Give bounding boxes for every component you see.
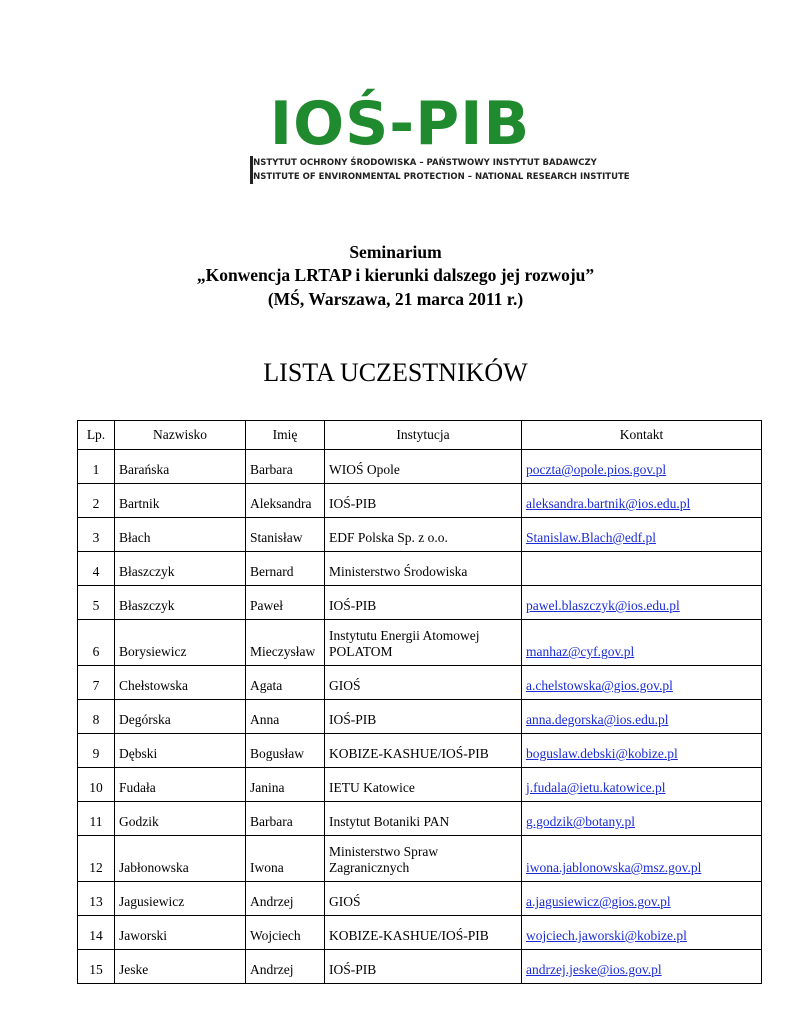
row-first-name: Barbara — [246, 802, 325, 836]
row-surname: Błach — [115, 518, 246, 552]
header-lp: Lp. — [78, 421, 115, 450]
row-institution: WIOŚ Opole — [325, 450, 522, 484]
table-row — [78, 450, 762, 484]
row-institution: Ministerstwo Spraw Zagranicznych — [325, 836, 522, 882]
row-contact — [522, 484, 762, 518]
email-link[interactable]: Stanislaw.Blach@edf.pl — [526, 530, 657, 545]
row-number: 1 — [78, 450, 115, 484]
table-row — [78, 950, 762, 984]
row-contact — [522, 882, 762, 916]
row-first-name: Agata — [246, 666, 325, 700]
page-title: LISTA UCZESTNIKÓW — [263, 358, 528, 387]
row-institution: IOŚ-PIB — [325, 484, 522, 518]
row-surname: Fudała — [115, 768, 246, 802]
row-contact — [522, 950, 762, 984]
row-institution: IETU Katowice — [325, 768, 522, 802]
row-institution: EDF Polska Sp. z o.o. — [325, 518, 522, 552]
header-instytucja: Instytucja — [325, 421, 522, 450]
row-number: 14 — [78, 916, 115, 950]
row-number: 2 — [78, 484, 115, 518]
row-first-name: Wojciech — [246, 916, 325, 950]
row-number: 10 — [78, 768, 115, 802]
logo-subtitle-pl: INSTYTUT OCHRONY ŚRODOWISKA – PAŃSTWOWY INSTYTUT BADAWCZY — [250, 158, 597, 168]
row-contact — [522, 552, 762, 586]
row-institution: KOBIZE-KASHUE/IOŚ-PIB — [325, 916, 522, 950]
logo-subtitle-en: INSTITUTE OF ENVIRONMENTAL PROTECTION – NATIONAL RESEARCH INSTITUTE — [250, 172, 630, 182]
email-link[interactable]: iwona.jablonowska@msz.gov.pl — [526, 860, 702, 875]
table-row — [78, 552, 762, 586]
participants-table — [77, 420, 762, 984]
table-row — [78, 666, 762, 700]
row-number: 7 — [78, 666, 115, 700]
row-contact — [522, 450, 762, 484]
row-contact — [522, 620, 762, 666]
row-institution: IOŚ-PIB — [325, 586, 522, 620]
row-first-name: Janina — [246, 768, 325, 802]
header-imie: Imię — [246, 421, 325, 450]
row-surname: Jabłonowska — [115, 836, 246, 882]
row-institution: GIOŚ — [325, 666, 522, 700]
row-contact — [522, 734, 762, 768]
row-first-name: Bogusław — [246, 734, 325, 768]
seminar-place-date: (MŚ, Warszawa, 21 marca 2011 r.) — [267, 289, 524, 309]
email-link[interactable]: wojciech.jaworski@kobize.pl — [526, 928, 687, 943]
table-row — [78, 620, 762, 666]
seminar-title: „Konwencja LRTAP i kierunki dalszego jej rozwoju” — [196, 265, 595, 285]
row-number: 3 — [78, 518, 115, 552]
row-contact — [522, 836, 762, 882]
institute-logo — [250, 89, 630, 194]
row-first-name: Paweł — [246, 586, 325, 620]
table-row — [78, 586, 762, 620]
row-surname: Barańska — [115, 450, 246, 484]
table-row — [78, 882, 762, 916]
email-link[interactable]: pawel.blaszczyk@ios.edu.pl — [526, 598, 680, 613]
header-kontakt: Kontakt — [522, 421, 762, 450]
email-link[interactable]: j.fudala@ietu.katowice.pl — [526, 780, 666, 795]
row-number: 8 — [78, 700, 115, 734]
table-row — [78, 518, 762, 552]
logo-wordmark: IOŚ-PIB — [269, 89, 531, 159]
email-link[interactable]: boguslaw.debski@kobize.pl — [526, 746, 678, 761]
row-institution: Instytutu Energii Atomowej POLATOM — [325, 620, 522, 666]
email-link[interactable]: anna.degorska@ios.edu.pl — [526, 712, 669, 727]
row-contact — [522, 700, 762, 734]
row-first-name: Barbara — [246, 450, 325, 484]
row-surname: Chełstowska — [115, 666, 246, 700]
table-row — [78, 836, 762, 882]
header-nazwisko: Nazwisko — [115, 421, 246, 450]
row-institution: IOŚ-PIB — [325, 950, 522, 984]
row-institution: IOŚ-PIB — [325, 700, 522, 734]
row-institution: GIOŚ — [325, 882, 522, 916]
email-link[interactable]: manhaz@cyf.gov.pl — [526, 644, 635, 659]
row-first-name: Iwona — [246, 836, 325, 882]
row-surname: Borysiewicz — [115, 620, 246, 666]
row-contact — [522, 518, 762, 552]
row-number: 5 — [78, 586, 115, 620]
row-contact — [522, 768, 762, 802]
row-surname: Dębski — [115, 734, 246, 768]
row-number: 4 — [78, 552, 115, 586]
table-row — [78, 484, 762, 518]
email-link[interactable]: a.chelstowska@gios.gov.pl — [526, 678, 673, 693]
row-number: 12 — [78, 836, 115, 882]
row-surname: Błaszczyk — [115, 552, 246, 586]
row-first-name: Mieczysław — [246, 620, 325, 666]
row-first-name: Andrzej — [246, 950, 325, 984]
seminar-label: Seminarium — [349, 242, 442, 262]
email-link[interactable]: poczta@opole.pios.gov.pl — [526, 462, 667, 477]
row-number: 13 — [78, 882, 115, 916]
row-first-name: Stanisław — [246, 518, 325, 552]
row-number: 11 — [78, 802, 115, 836]
email-link[interactable]: g.godzik@botany.pl — [526, 814, 636, 829]
row-first-name: Andrzej — [246, 882, 325, 916]
row-institution: Instytut Botaniki PAN — [325, 802, 522, 836]
row-institution: KOBIZE-KASHUE/IOŚ-PIB — [325, 734, 522, 768]
row-first-name: Aleksandra — [246, 484, 325, 518]
row-surname: Błaszczyk — [115, 586, 246, 620]
row-number: 9 — [78, 734, 115, 768]
row-number: 15 — [78, 950, 115, 984]
row-surname: Jeske — [115, 950, 246, 984]
row-surname: Degórska — [115, 700, 246, 734]
row-first-name: Bernard — [246, 552, 325, 586]
row-contact — [522, 666, 762, 700]
row-surname: Jagusiewicz — [115, 882, 246, 916]
table-row — [78, 734, 762, 768]
row-contact — [522, 916, 762, 950]
table-row — [78, 700, 762, 734]
row-surname: Jaworski — [115, 916, 246, 950]
row-contact — [522, 802, 762, 836]
table-row — [78, 916, 762, 950]
row-contact — [522, 586, 762, 620]
email-link[interactable]: a.jagusiewicz@gios.gov.pl — [526, 894, 671, 909]
row-institution: Ministerstwo Środowiska — [325, 552, 522, 586]
table-row — [78, 768, 762, 802]
email-link[interactable]: aleksandra.bartnik@ios.edu.pl — [526, 496, 691, 511]
table-header-row — [78, 421, 762, 450]
row-surname: Bartnik — [115, 484, 246, 518]
row-surname: Godzik — [115, 802, 246, 836]
row-first-name: Anna — [246, 700, 325, 734]
email-link[interactable]: andrzej.jeske@ios.gov.pl — [526, 962, 662, 977]
row-number: 6 — [78, 620, 115, 666]
table-row — [78, 802, 762, 836]
